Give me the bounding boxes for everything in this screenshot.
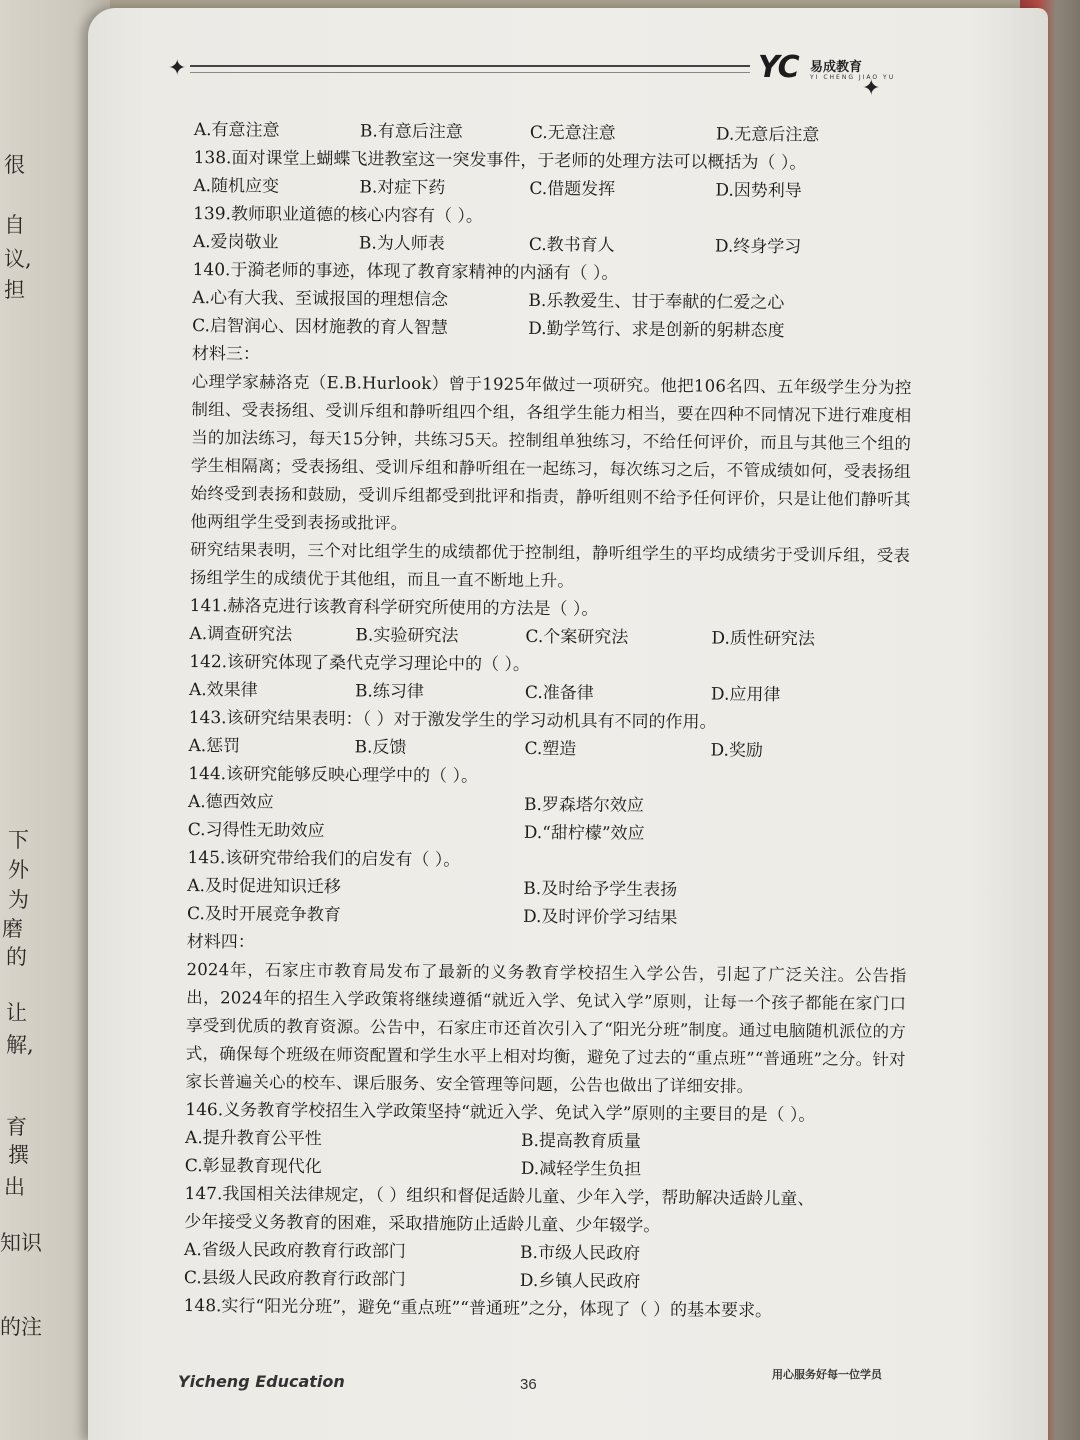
option: A.及时促进知识迁移 bbox=[187, 875, 342, 898]
option: A.随机应变 bbox=[193, 175, 280, 197]
option: B.及时给予学生表扬 bbox=[523, 878, 678, 901]
option: B.罗森塔尔效应 bbox=[523, 794, 644, 816]
left-page-fragment: 的注 bbox=[0, 1315, 42, 1339]
left-page-fragment: 为 bbox=[8, 888, 29, 912]
left-page-fragment: 育 bbox=[6, 1115, 27, 1139]
header-rule-thin bbox=[190, 72, 750, 73]
left-page-fragment: 议, bbox=[4, 247, 32, 271]
option: D.因势利导 bbox=[715, 180, 802, 202]
brand-pinyin: YI CHENG JIAO YU bbox=[810, 74, 896, 81]
option: C.及时开展竞争教育 bbox=[186, 903, 341, 926]
material3-label: 材料三： bbox=[191, 343, 261, 365]
q145-stem: 145.该研究带给我们的启发有（ ）。 bbox=[187, 847, 461, 871]
option: B.有意后注意 bbox=[359, 121, 463, 143]
q141-stem: 141.赫洛克进行该教育科学研究所使用的方法是（ ）。 bbox=[189, 595, 599, 620]
option: A.爱岗敬业 bbox=[192, 231, 279, 253]
brand-logo: YC bbox=[758, 50, 799, 85]
option: D.及时评价学习结果 bbox=[522, 906, 678, 929]
option: D.奖励 bbox=[710, 740, 764, 761]
option: B.提高教育质量 bbox=[520, 1130, 642, 1152]
option: A.有意注意 bbox=[193, 119, 280, 141]
left-page-fragment: 很 bbox=[4, 153, 25, 177]
left-page-fragment: 让 bbox=[6, 1001, 27, 1025]
option: B.为人师表 bbox=[358, 233, 445, 255]
q144-stem: 144.该研究能够反映心理学中的（ ）。 bbox=[188, 763, 479, 787]
q146-stem: 146.义务教育学校招生入学政策坚持“就近入学、免试入学”原则的主要目的是（ ）。 bbox=[185, 1099, 816, 1126]
material4-paragraph: 2024年，石家庄市教育局发布了最新的义务教育学校招生入学公告，引起了广泛关注。公告指出，2024年的招生入学政策将继续遵循“就近入学、免试入学”原则，让每一个孩子都能在家门口享受到优质的教育资源。公告中，石家庄市还首次引入了“阳光分班”制度。通过电脑随机派位的方式，确保每个班级在师资配置和学生水平上相对均衡，避免了过去的“重点班”“普通班”之分。针对家长普遍关心的校车、课后服务、安全管理等问题，公告也做出了详细安排。 bbox=[185, 959, 907, 1096]
q142-stem: 142.该研究体现了桑代克学习理论中的（ ）。 bbox=[189, 651, 531, 675]
left-page-fragment: 自 bbox=[4, 213, 25, 237]
option: D.质性研究法 bbox=[711, 628, 815, 650]
left-page-fragment: 出 bbox=[4, 1175, 25, 1199]
option: D.无意后注意 bbox=[715, 124, 820, 146]
q138-stem: 138.面对课堂上蝴蝶飞进教室这一突发事件，于老师的处理方法可以概括为（ ）。 bbox=[193, 147, 807, 174]
option: B.练习律 bbox=[354, 681, 424, 703]
material3-paragraph-1: 心理学家赫洛克（E.B.Hurlook）曾于1925年做过一项研究。他把106名四、五年级学生分为控制组、受表扬组、受训斥组和静听组四个组，各组学生能力相当，要在四种不同情况下进行难度相当的加法练习，每天15分钟，共练习5天。控制组单独练习，不给任何评价，而且与其他三个组的学生相隔离；受表扬组、受训斥组和静听组在一起练习，每次练习之后，不管成绩如何，受表扬组始终受到表扬和鼓励，受训斥组都受到批评和指责，静听组则不给予任何评价，只是让他们静听其他两组学生受到表扬或批评。 bbox=[190, 371, 912, 533]
sparkle-icon: ✦ bbox=[168, 56, 187, 81]
material3-paragraph-2: 研究结果表明，三个对比组学生的成绩都优于控制组，静听组学生的平均成绩劣于受训斥组，受表扬组学生的成绩优于其他组，而且一直不断地上升。 bbox=[189, 539, 911, 591]
left-page-fragment: 担 bbox=[4, 278, 25, 302]
option: C.彰显教育现代化 bbox=[184, 1155, 322, 1178]
left-page-fragment: 下 bbox=[8, 828, 29, 852]
option: B.对症下药 bbox=[359, 177, 446, 199]
left-page-fragment: 磨 bbox=[2, 917, 23, 941]
option: A.惩罚 bbox=[188, 735, 241, 757]
q139-stem: 139.教师职业道德的核心内容有（ ）。 bbox=[193, 203, 483, 227]
option: C.准备律 bbox=[524, 682, 594, 704]
option: A.省级人民政府教育行政部门 bbox=[184, 1239, 406, 1262]
option: C.个案研究法 bbox=[525, 626, 629, 648]
option: B.反馈 bbox=[354, 737, 407, 758]
option: C.教书育人 bbox=[528, 234, 615, 256]
option: D.勤学笃行、求是创新的躬耕态度 bbox=[528, 318, 785, 342]
left-page-fragment: 知识 bbox=[0, 1231, 42, 1255]
material4-label: 材料四： bbox=[186, 931, 255, 953]
option: D.应用律 bbox=[710, 684, 781, 706]
option: A.德西效应 bbox=[187, 791, 274, 813]
option: C.无意注意 bbox=[529, 122, 616, 144]
option: C.习得性无助效应 bbox=[187, 819, 325, 842]
option: A.提升教育公平性 bbox=[184, 1127, 322, 1150]
option: C.塑造 bbox=[524, 738, 577, 760]
option: D.乡镇人民政府 bbox=[519, 1270, 641, 1292]
q147-stem-line2: 少年接受义务教育的困难，采取措施防止适龄儿童、少年辍学。 bbox=[184, 1211, 661, 1237]
sparkle-icon: ✦ bbox=[862, 76, 881, 101]
footer-slogan: 用心服务好每一位学员 bbox=[772, 1368, 882, 1381]
left-page-fragment: 的 bbox=[6, 945, 27, 969]
option: B.实验研究法 bbox=[355, 625, 459, 647]
q147-stem-line1: 147.我国相关法律规定，（ ）组织和督促适龄儿童、少年入学，帮助解决适龄儿童、 bbox=[184, 1183, 815, 1210]
option: C.启智润心、因材施教的育人智慧 bbox=[192, 315, 449, 339]
left-page-fragment: 解, bbox=[6, 1033, 34, 1057]
page-number: 36 bbox=[520, 1376, 537, 1393]
option: C.借题发挥 bbox=[529, 178, 616, 200]
left-page-fragment: 撰 bbox=[8, 1143, 29, 1167]
option: B.乐教爱生、甘于奉献的仁爱之心 bbox=[528, 290, 785, 314]
option: D.终身学习 bbox=[714, 236, 802, 258]
brand-name: 易成教育 bbox=[810, 60, 863, 75]
question-content bbox=[183, 116, 913, 1326]
left-page-fragment: 外 bbox=[8, 858, 29, 882]
q140-stem: 140.于漪老师的事迹，体现了教育家精神的内涵有（ ）。 bbox=[192, 259, 619, 284]
option: A.心有大我、至诚报国的理想信念 bbox=[192, 287, 449, 311]
q143-stem: 143.该研究结果表明：（ ）对于激发学生的学习动机具有不同的作用。 bbox=[188, 707, 717, 733]
option: C.县级人民政府教育行政部门 bbox=[183, 1267, 406, 1290]
option: A.调查研究法 bbox=[189, 623, 293, 645]
option: D.减轻学生负担 bbox=[520, 1158, 642, 1180]
option: A.效果律 bbox=[188, 679, 258, 701]
option: D.“甜柠檬”效应 bbox=[523, 822, 645, 844]
q148-stem: 148.实行“阳光分班”，避免“重点班”“普通班”之分，体现了（ ）的基本要求。 bbox=[183, 1295, 773, 1322]
footer-brand: Yicheng Education bbox=[178, 1372, 345, 1391]
header-rule bbox=[190, 65, 750, 67]
option: B.市级人民政府 bbox=[520, 1242, 641, 1264]
